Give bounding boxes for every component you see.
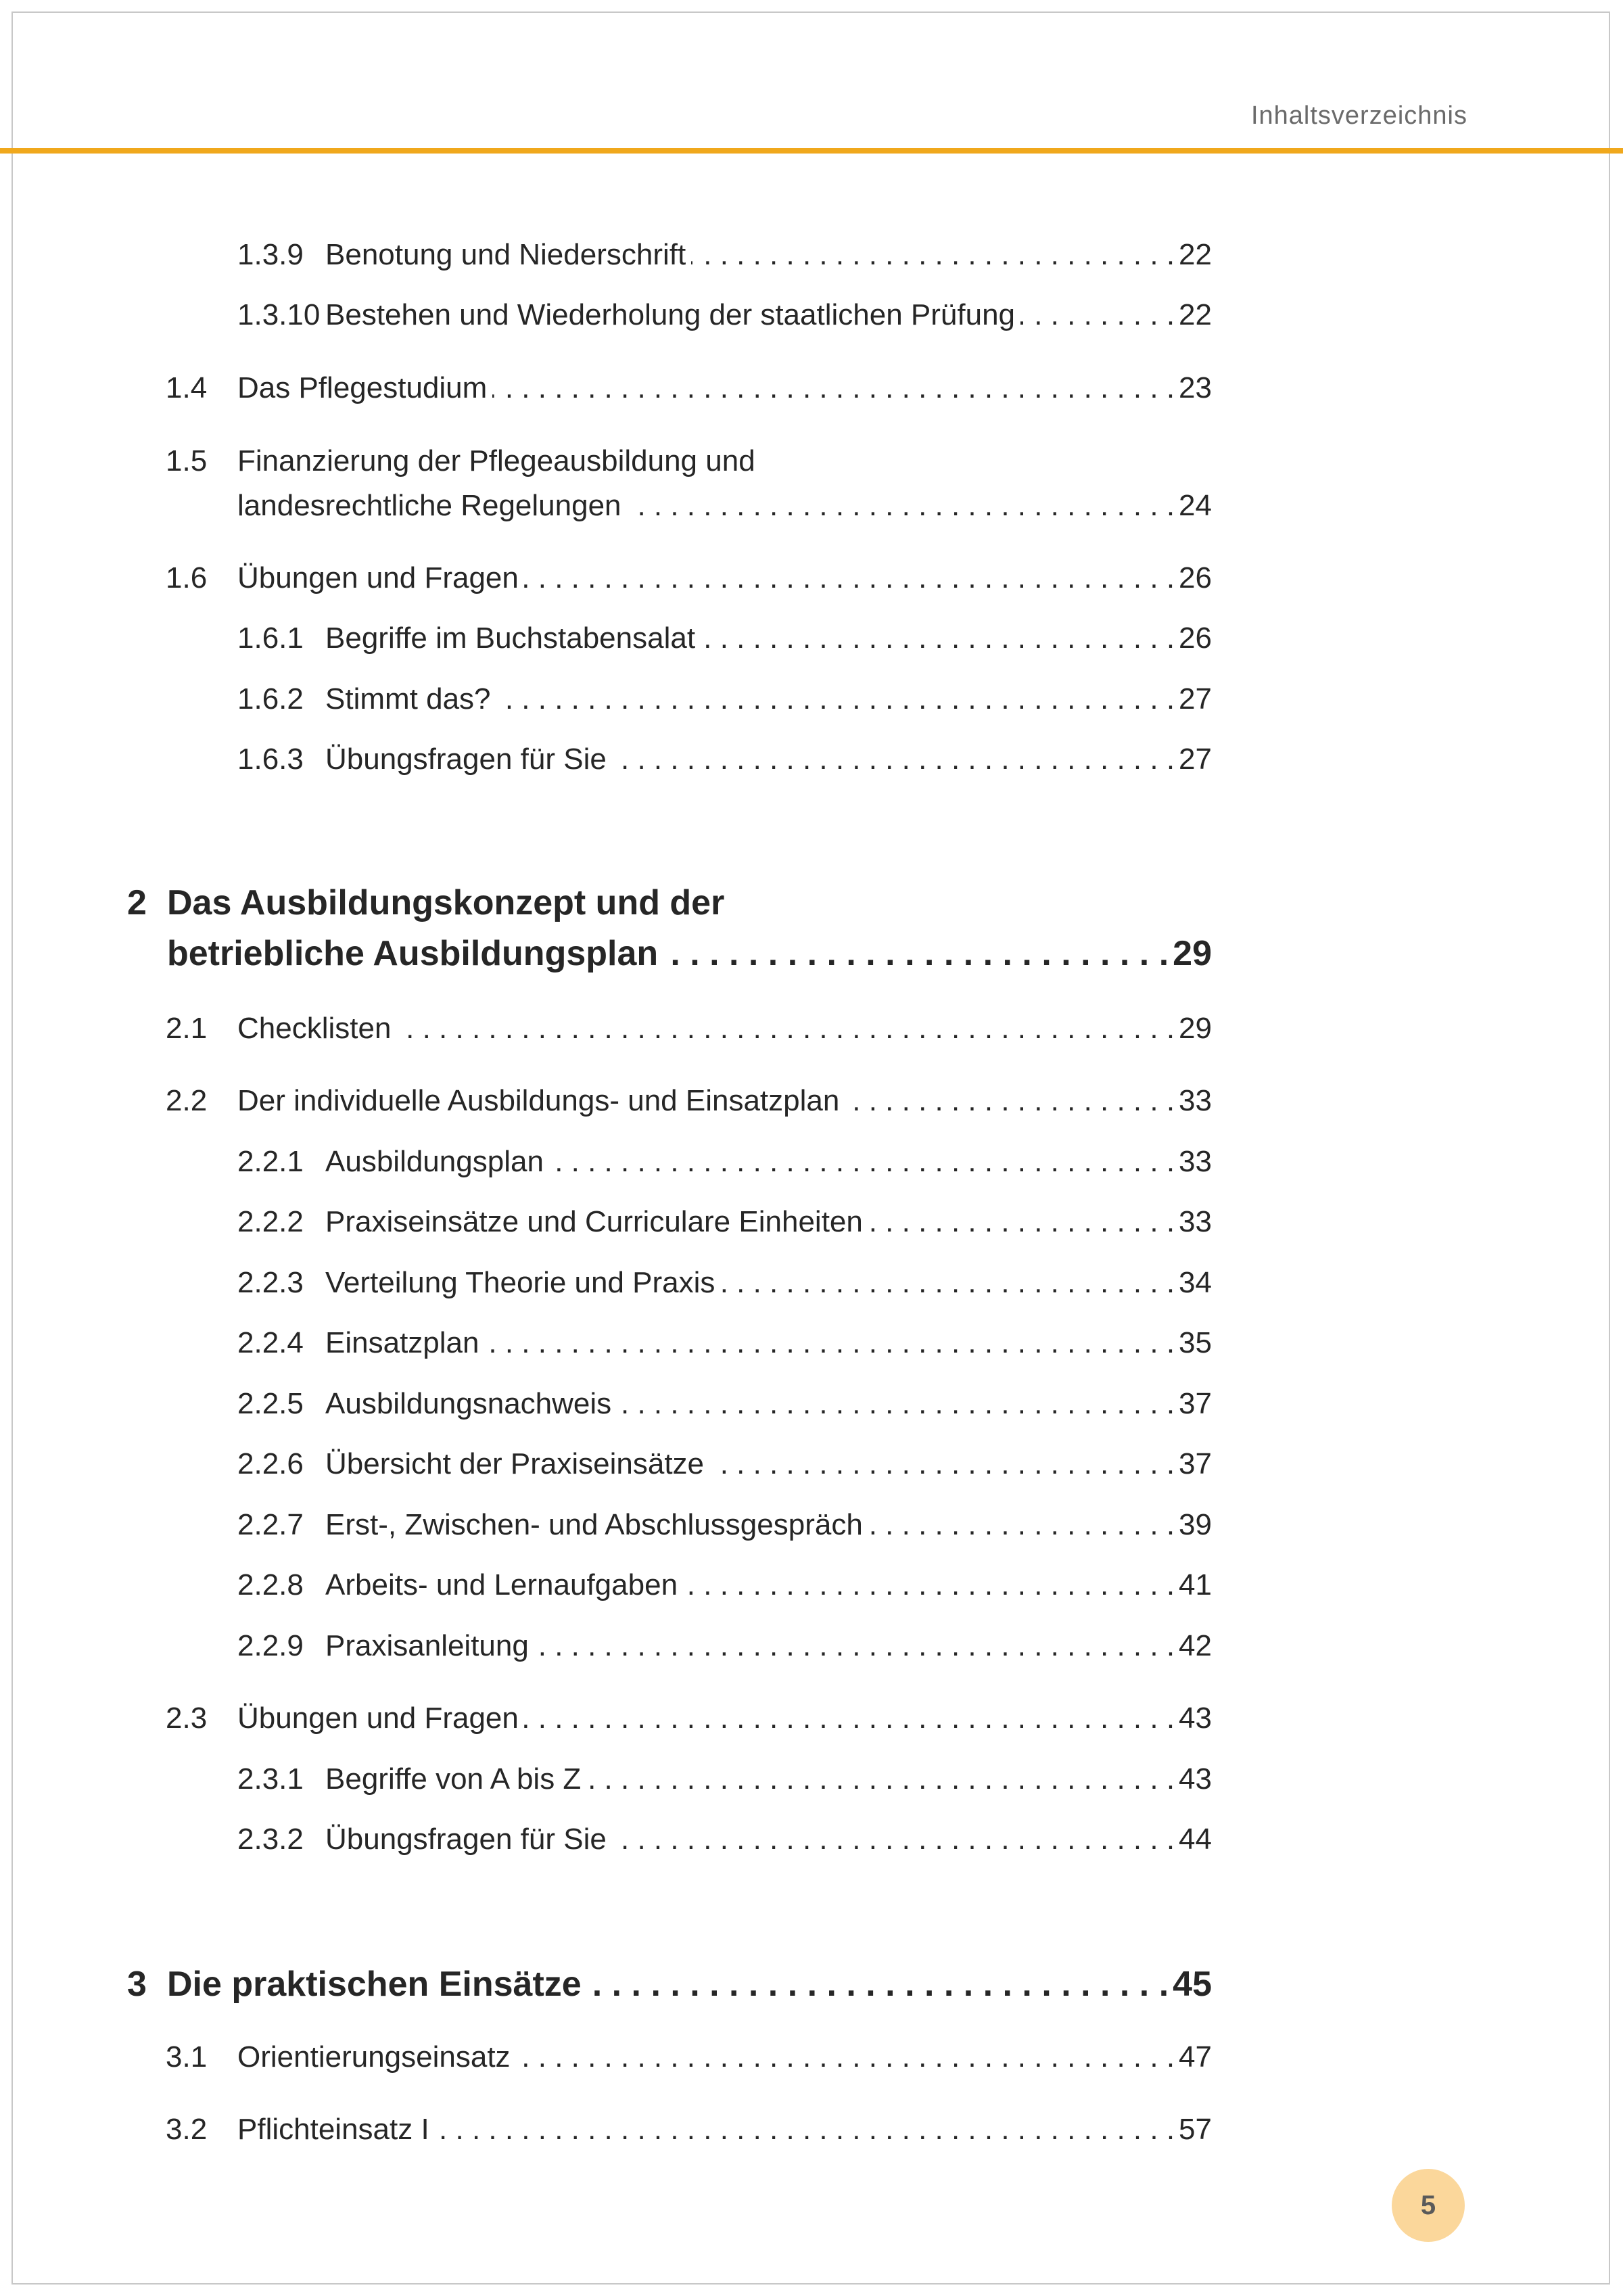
entry-page: 44: [1179, 1823, 1212, 1856]
entry-title: Verteilung Theorie und Praxis: [325, 1266, 715, 1299]
entry-number: 2.3.1: [237, 1762, 304, 1796]
entry-title: Checklisten: [237, 1012, 392, 1045]
entry-leader: [325, 1505, 1212, 1545]
toc-entry[interactable]: [0, 883, 1212, 923]
entry-number: 1.5: [166, 444, 208, 477]
dot-leader: [524, 1698, 1175, 1739]
entry-title: Übersicht der Praxiseinsätze: [325, 1447, 705, 1480]
entry-number: 2.2.5: [237, 1387, 304, 1420]
toc-entry[interactable]: [0, 1819, 1212, 1860]
toc-entry[interactable]: [0, 679, 1212, 720]
dot-leader: [683, 1565, 1175, 1606]
entry-page: 42: [1179, 1629, 1212, 1662]
entry-leader: [325, 1202, 1212, 1242]
entry-page: 37: [1179, 1447, 1212, 1480]
entry-title: Begriffe von A bis Z: [325, 1762, 582, 1796]
entry-page: 45: [1173, 1965, 1212, 2004]
dot-leader: [586, 1759, 1175, 1800]
entry-title: Erst-, Zwischen- und Abschlussgespräch: [325, 1508, 863, 1541]
entry-leader: [237, 1008, 1212, 1049]
toc-entry[interactable]: [0, 368, 1212, 408]
entry-page: 34: [1179, 1266, 1212, 1299]
dot-leader: [617, 1384, 1175, 1424]
entry-page: 27: [1179, 743, 1212, 776]
toc-entry[interactable]: [0, 739, 1212, 780]
entry-title: Übungsfragen für Sie: [325, 1823, 607, 1856]
entry-number: 2: [127, 883, 147, 922]
entry-leader: [325, 618, 1212, 659]
entry-title: Ausbildungsplan: [325, 1145, 544, 1178]
entry-title: Orientierungseinsatz: [237, 2040, 511, 2074]
dot-leader: [868, 1505, 1175, 1545]
dot-leader: [868, 1202, 1175, 1242]
entry-page: 41: [1179, 1568, 1212, 1601]
toc-entry[interactable]: [0, 2109, 1212, 2150]
toc-entry[interactable]: [0, 1698, 1212, 1739]
entry-number: 2.2.6: [237, 1447, 304, 1480]
entry-title: Benotung und Niederschrift: [325, 238, 686, 271]
dot-leader: [612, 1819, 1175, 1860]
dot-leader: [1020, 295, 1175, 335]
entry-title: Das Pflegestudium: [237, 371, 488, 404]
entry-leader: [325, 679, 1212, 720]
dot-leader: [549, 1142, 1175, 1182]
entry-leader: [167, 1964, 1212, 2005]
entry-title: Begriffe im Buchstabensalat: [325, 622, 696, 655]
running-header: Inhaltsverzeichnis: [1250, 101, 1467, 130]
entry-leader: [167, 933, 1212, 974]
entry-page: 29: [1173, 934, 1212, 973]
entry-page: 22: [1179, 298, 1212, 331]
dot-leader: [587, 1964, 1169, 2005]
toc-entry[interactable]: [0, 1384, 1212, 1424]
toc-entry[interactable]: [0, 1505, 1212, 1545]
entry-leader: [237, 2037, 1212, 2078]
dot-leader: [396, 1008, 1175, 1049]
entry-leader: [325, 1565, 1212, 1606]
entry-title: Die praktischen Einsätze: [167, 1965, 582, 2004]
toc-entry[interactable]: [0, 1202, 1212, 1242]
entry-number: 2.3: [166, 1702, 208, 1735]
entry-page: 43: [1179, 1702, 1212, 1735]
dot-leader: [516, 2037, 1175, 2078]
dot-leader: [496, 679, 1175, 720]
dot-leader: [524, 558, 1175, 599]
toc-entry[interactable]: [0, 235, 1212, 275]
entry-page: 33: [1179, 1145, 1212, 1178]
dot-leader: [534, 1626, 1175, 1666]
entry-page: 33: [1179, 1084, 1212, 1117]
entry-title: Übungen und Fragen: [237, 561, 519, 594]
toc-entry[interactable]: [0, 618, 1212, 659]
entry-title: landesrechtliche Regelungen: [237, 489, 621, 522]
entry-title: Übungen und Fragen: [237, 1702, 519, 1735]
toc-entry[interactable]: [0, 295, 1212, 335]
entry-title: Bestehen und Wiederholung der staatlichen Prüfung: [325, 298, 1016, 331]
toc-entry[interactable]: [0, 441, 1212, 482]
dot-leader: [845, 1081, 1175, 1121]
entry-number: 1.6.2: [237, 682, 304, 716]
entry-title: Praxisanleitung: [325, 1629, 529, 1662]
entry-title: Ausbildungsnachweis: [325, 1387, 612, 1420]
entry-leader: [237, 368, 1212, 408]
entry-page: 47: [1179, 2040, 1212, 2074]
toc-entry[interactable]: [0, 1263, 1212, 1303]
entry-number: 2.3.2: [237, 1823, 304, 1856]
entry-page: 24: [1179, 489, 1212, 522]
entry-leader: [237, 2109, 1212, 2150]
entry-page: 23: [1179, 371, 1212, 404]
entry-title: Pflichteinsatz I: [237, 2113, 429, 2146]
entry-title: Übungsfragen für Sie: [325, 743, 607, 776]
entry-leader: [237, 1698, 1212, 1739]
dot-leader: [612, 739, 1175, 780]
toc-entry[interactable]: [0, 1081, 1212, 1121]
entry-number: 2.2.8: [237, 1568, 304, 1601]
entry-number: 2.2.2: [237, 1205, 304, 1238]
entry-leader: [325, 1759, 1212, 1800]
entry-number: 1.6: [166, 561, 208, 594]
entry-number: 2.2: [166, 1084, 208, 1117]
entry-number: 3.2: [166, 2113, 208, 2146]
entry-leader: [325, 1384, 1212, 1424]
toc-entry[interactable]: [0, 558, 1212, 599]
entry-leader: [237, 558, 1212, 599]
entry-leader: [325, 1263, 1212, 1303]
entry-title: Der individuelle Ausbildungs- und Einsatzplan: [237, 1084, 840, 1117]
entry-leader: [237, 486, 1212, 526]
entry-title: Einsatzplan: [325, 1326, 479, 1359]
entry-title: Finanzierung der Pflegeausbildung und: [237, 444, 755, 477]
dot-leader: [709, 1444, 1175, 1484]
entry-title: betriebliche Ausbildungsplan: [167, 934, 659, 973]
toc-entry[interactable]: [0, 1008, 1212, 1049]
dot-leader: [701, 618, 1175, 659]
entry-leader: [325, 295, 1212, 335]
toc-entry[interactable]: [0, 1323, 1212, 1363]
entry-title: Praxiseinsätze und Curriculare Einheiten: [325, 1205, 863, 1238]
toc-entry[interactable]: [0, 1626, 1212, 1666]
entry-page: 33: [1179, 1205, 1212, 1238]
toc-entry[interactable]: [0, 1759, 1212, 1800]
page-number-badge: 5: [1392, 2169, 1465, 2242]
entry-number: 1.3.9: [237, 238, 304, 271]
entry-title: Das Ausbildungskonzept und der: [167, 883, 725, 922]
entry-number: 1.3.10: [237, 298, 321, 331]
toc-entry[interactable]: [0, 2037, 1212, 2078]
entry-leader: [325, 1626, 1212, 1666]
toc-entry[interactable]: [0, 486, 1212, 526]
entry-page: 57: [1179, 2113, 1212, 2146]
entry-leader: [237, 1081, 1212, 1121]
entry-title: Stimmt das?: [325, 682, 491, 716]
entry-leader: [325, 1819, 1212, 1860]
toc-entry[interactable]: [0, 1142, 1212, 1182]
dot-leader: [720, 1263, 1175, 1303]
entry-number: 2.1: [166, 1012, 208, 1045]
entry-number: 2.2.9: [237, 1629, 304, 1662]
toc-entry[interactable]: [0, 1964, 1212, 2005]
dot-leader: [484, 1323, 1175, 1363]
dot-leader: [691, 235, 1175, 275]
header-rule: [0, 148, 1623, 154]
entry-leader: [325, 1142, 1212, 1182]
entry-number: 2.2.1: [237, 1145, 304, 1178]
entry-leader: [325, 1323, 1212, 1363]
dot-leader: [663, 933, 1169, 974]
entry-number: 3: [127, 1965, 147, 2004]
entry-page: 39: [1179, 1508, 1212, 1541]
entry-page: 29: [1179, 1012, 1212, 1045]
entry-leader: [325, 739, 1212, 780]
entry-page: 22: [1179, 238, 1212, 271]
dot-leader: [435, 2109, 1175, 2150]
entry-leader: [325, 235, 1212, 275]
entry-number: 3.1: [166, 2040, 208, 2074]
dot-leader: [492, 368, 1175, 408]
entry-page: 43: [1179, 1762, 1212, 1796]
toc-entry[interactable]: [0, 1444, 1212, 1484]
dot-leader: [627, 486, 1175, 526]
entry-leader: [325, 1444, 1212, 1484]
entry-number: 1.6.1: [237, 622, 304, 655]
entry-number: 2.2.7: [237, 1508, 304, 1541]
entry-title: Arbeits- und Lernaufgaben: [325, 1568, 678, 1601]
toc-entry[interactable]: [0, 1565, 1212, 1606]
entry-page: 27: [1179, 682, 1212, 716]
entry-number: 2.2.4: [237, 1326, 304, 1359]
entry-page: 26: [1179, 622, 1212, 655]
entry-number: 1.6.3: [237, 743, 304, 776]
entry-page: 35: [1179, 1326, 1212, 1359]
entry-page: 26: [1179, 561, 1212, 594]
entry-number: 1.4: [166, 371, 208, 404]
entry-page: 37: [1179, 1387, 1212, 1420]
toc-entry[interactable]: [0, 933, 1212, 974]
entry-number: 2.2.3: [237, 1266, 304, 1299]
